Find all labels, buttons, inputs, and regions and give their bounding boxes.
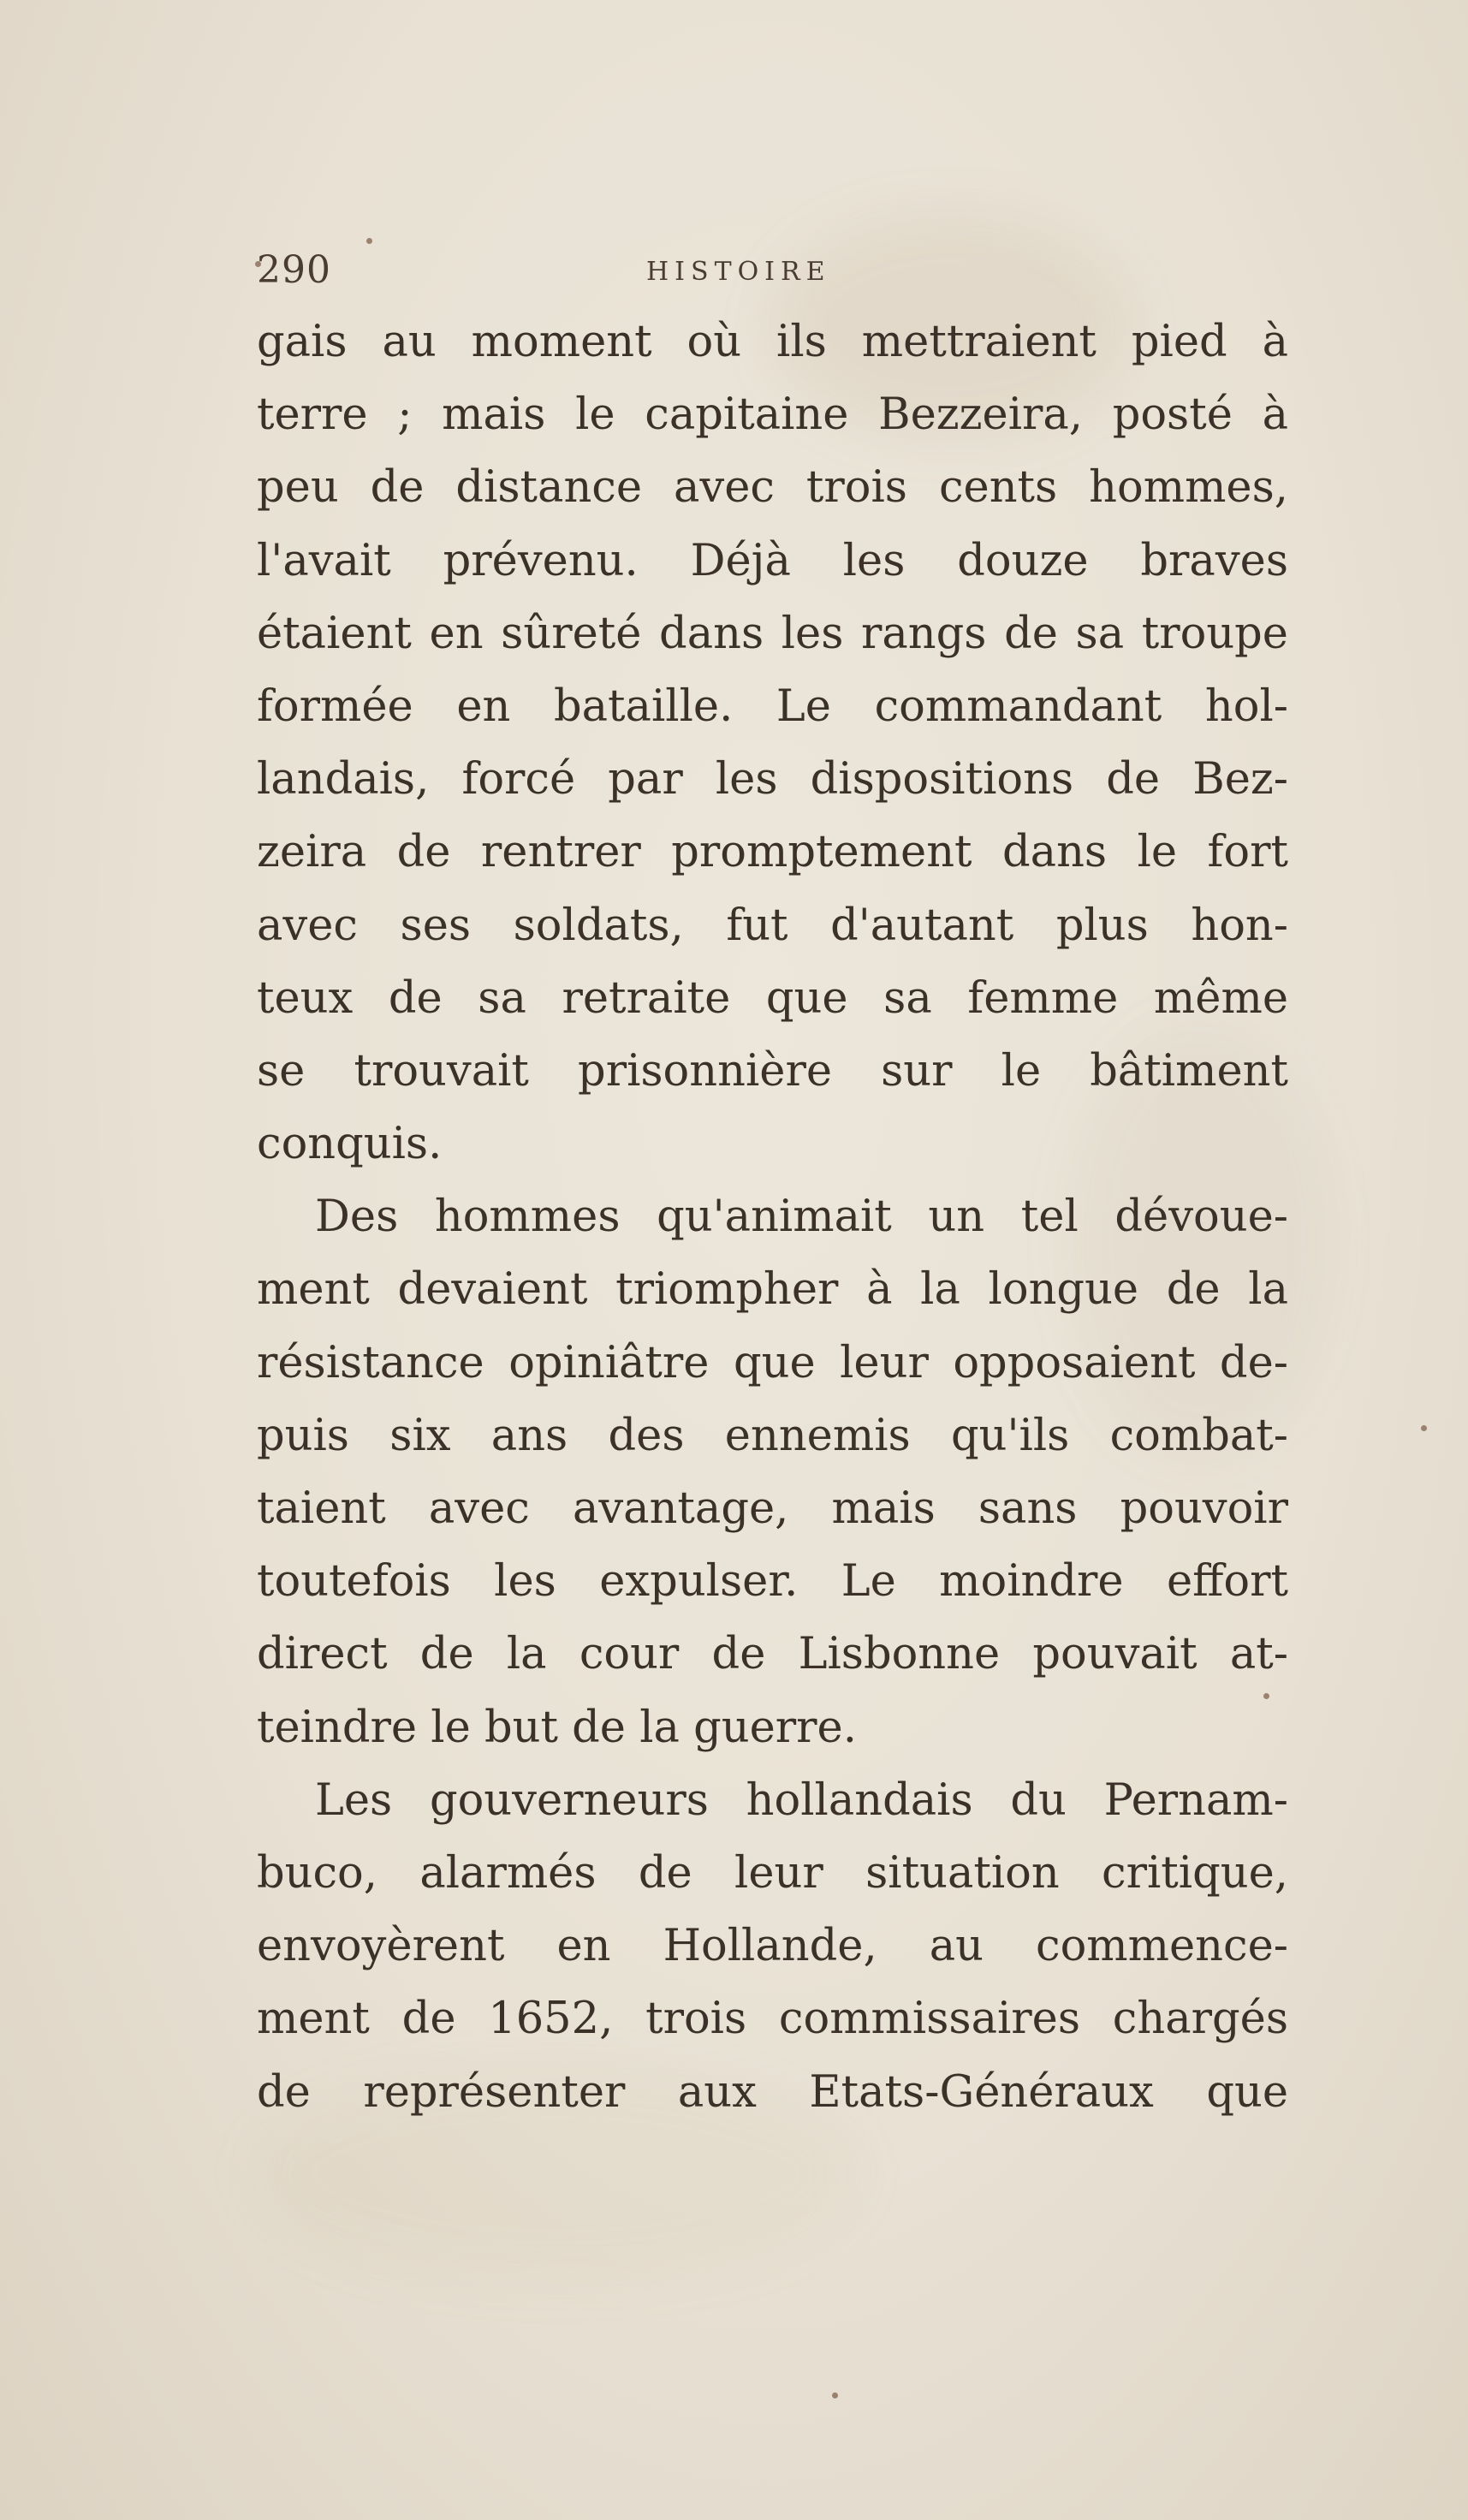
- text-line: buco, alarmés de leur situation critique,: [257, 1847, 1288, 1899]
- text-line: résistance opiniâtre que leur opposaient de-: [257, 1337, 1288, 1388]
- page-number: 290: [257, 248, 331, 292]
- text-line: gais au moment où ils mettraient pied à: [257, 317, 1288, 367]
- text-line: taient avec avantage, mais sans pouvoir: [257, 1483, 1288, 1534]
- text-line: conquis.: [257, 1119, 443, 1170]
- text-line: de représenter aux Etats-Généraux que: [257, 2066, 1288, 2118]
- text-line: teux de sa retraite que sa femme même: [257, 972, 1288, 1024]
- text-line: teindre le but de la guerre.: [257, 1702, 857, 1753]
- text-line: l'avait prévenu. Déjà les douze braves: [257, 535, 1288, 586]
- text-line: avec ses soldats, fut d'autant plus hon-: [257, 900, 1288, 951]
- text-line: formée en bataille. Le commandant hol-: [257, 681, 1288, 732]
- text-line: direct de la cour de Lisbonne pouvait at-: [257, 1629, 1288, 1680]
- text-line: landais, forcé par les dispositions de Bez-: [257, 754, 1288, 805]
- text-line: se trouvait prisonnière sur le bâtiment: [257, 1045, 1288, 1097]
- text-line: zeira de rentrer promptement dans le fort: [257, 827, 1288, 878]
- text-line: puis six ans des ennemis qu'ils combat-: [257, 1410, 1288, 1461]
- running-title: HISTOIRE: [646, 257, 831, 287]
- text-line: ment de 1652, trois commissaires chargés: [257, 1994, 1288, 2045]
- text-line: envoyèrent en Hollande, au commence-: [257, 1921, 1288, 1972]
- body-text: [257, 306, 1288, 2129]
- text-line: Les gouverneurs hollandais du Pernam-: [315, 1774, 1288, 1826]
- text-line: ment devaient triompher à la longue de la: [257, 1264, 1288, 1316]
- ink-speck: [832, 2392, 838, 2398]
- text-line: terre ; mais le capitaine Bezzeira, posté à: [257, 389, 1288, 441]
- text-line: étaient en sûreté dans les rangs de sa troupe: [257, 608, 1288, 659]
- text-line: Des hommes qu'animait un tel dévoue-: [315, 1192, 1288, 1243]
- ink-speck: [1421, 1425, 1427, 1431]
- text-line: peu de distance avec trois cents hommes,: [257, 462, 1288, 514]
- text-line: toutefois les expulser. Le moindre effort: [257, 1556, 1288, 1608]
- running-head: [257, 240, 1288, 308]
